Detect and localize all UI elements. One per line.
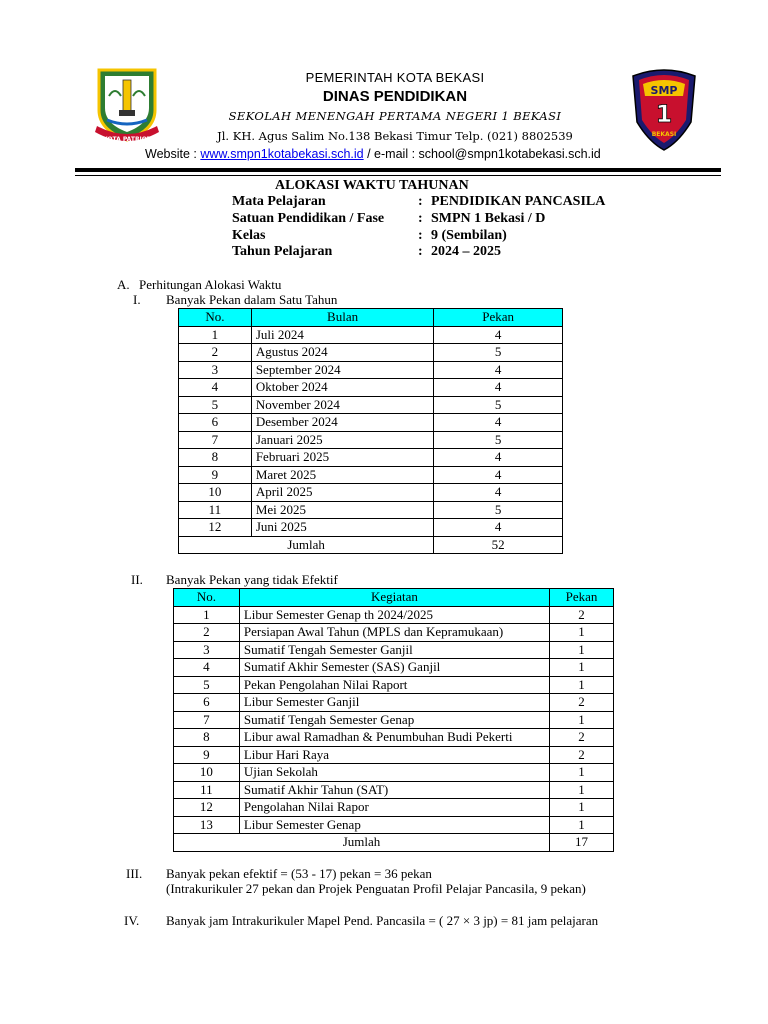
table-row xyxy=(179,344,563,362)
row-number: 10 xyxy=(179,484,252,502)
row-weeks: 1 xyxy=(550,816,614,834)
row-weeks: 1 xyxy=(550,641,614,659)
column-header: No. xyxy=(174,589,240,607)
logo-number-text: 1 xyxy=(655,100,673,128)
table-row xyxy=(179,501,563,519)
table-row xyxy=(179,396,563,414)
table-header-row xyxy=(179,309,563,327)
row-number: 5 xyxy=(174,676,240,694)
table-header-row xyxy=(174,589,614,607)
meta-sep: : xyxy=(418,228,423,243)
column-header: No. xyxy=(179,309,252,327)
meta-sep: : xyxy=(418,244,423,259)
row-label: Sumatif Tengah Semester Ganjil xyxy=(239,641,549,659)
part3-marker: III. xyxy=(126,866,143,881)
row-number: 8 xyxy=(174,729,240,747)
section-a-title: Perhitungan Alokasi Waktu xyxy=(139,277,282,292)
row-weeks: 1 xyxy=(550,764,614,782)
row-number: 1 xyxy=(174,606,240,624)
row-label: April 2025 xyxy=(251,484,434,502)
part1-title: Banyak Pekan dalam Satu Tahun xyxy=(166,292,338,307)
table-row xyxy=(174,659,614,677)
logo-motto-text: BEKASI xyxy=(651,131,677,138)
emblem-banner-text: KOTA PATRIOT xyxy=(102,136,152,143)
row-label: Sumatif Akhir Tahun (SAT) xyxy=(239,781,549,799)
table-row xyxy=(174,711,614,729)
website-label: Website : xyxy=(145,147,201,161)
department-name: DINAS PENDIDIKAN xyxy=(322,88,468,105)
part3-line2: (Intrakurikuler 27 pekan dan Projek Penguatan Profil Pelajar Pancasila, 9 pekan) xyxy=(166,881,586,896)
table-row xyxy=(174,606,614,624)
row-number: 4 xyxy=(174,659,240,677)
table-total-row xyxy=(174,834,614,852)
row-label: Libur Hari Raya xyxy=(239,746,549,764)
total-label: Jumlah xyxy=(179,536,434,554)
logo-smp-text: SMP xyxy=(650,84,678,97)
table-row xyxy=(174,816,614,834)
document-title: ALOKASI WAKTU TAHUNAN xyxy=(275,178,469,193)
row-label: Januari 2025 xyxy=(251,431,434,449)
row-weeks: 4 xyxy=(434,466,563,484)
table-row xyxy=(174,641,614,659)
row-number: 10 xyxy=(174,764,240,782)
total-label: Jumlah xyxy=(174,834,550,852)
table-row xyxy=(179,431,563,449)
row-number: 8 xyxy=(179,449,252,467)
meta-sep: : xyxy=(418,194,423,209)
row-weeks: 4 xyxy=(434,414,563,432)
row-number: 2 xyxy=(179,344,252,362)
part4-marker: IV. xyxy=(124,913,140,928)
row-weeks: 5 xyxy=(434,501,563,519)
row-weeks: 1 xyxy=(550,711,614,729)
row-label: Mei 2025 xyxy=(251,501,434,519)
row-weeks: 1 xyxy=(550,781,614,799)
row-number: 7 xyxy=(179,431,252,449)
row-number: 6 xyxy=(179,414,252,432)
row-label: Juli 2024 xyxy=(251,326,434,344)
part4-line1: Banyak jam Intrakurikuler Mapel Pend. Pancasila = ( 27 × 3 jp) = 81 jam pelajaran xyxy=(166,913,599,928)
row-label: Libur awal Ramadhan & Penumbuhan Budi Pekerti xyxy=(239,729,549,747)
row-number: 1 xyxy=(179,326,252,344)
meta-value: 9 (Sembilan) xyxy=(431,228,507,243)
meta-sep: : xyxy=(418,211,423,226)
row-label: Libur Semester Ganjil xyxy=(239,694,549,712)
row-number: 3 xyxy=(174,641,240,659)
row-number: 2 xyxy=(174,624,240,642)
column-header: Kegiatan xyxy=(239,589,549,607)
row-weeks: 2 xyxy=(550,606,614,624)
row-weeks: 4 xyxy=(434,361,563,379)
website-link[interactable]: www.smpn1kotabekasi.sch.id xyxy=(200,147,364,161)
row-label: Pekan Pengolahan Nilai Raport xyxy=(239,676,549,694)
total-value: 52 xyxy=(434,536,563,554)
row-weeks: 1 xyxy=(550,676,614,694)
table-row xyxy=(174,746,614,764)
row-label: Oktober 2024 xyxy=(251,379,434,397)
table-total-row xyxy=(179,536,563,554)
table-row xyxy=(179,361,563,379)
row-label: Sumatif Tengah Semester Genap xyxy=(239,711,549,729)
row-weeks: 1 xyxy=(550,659,614,677)
row-label: September 2024 xyxy=(251,361,434,379)
row-label: Februari 2025 xyxy=(251,449,434,467)
meta-key: Tahun Pelajaran xyxy=(232,244,333,259)
meta-value: SMPN 1 Bekasi / D xyxy=(431,211,546,226)
table-row xyxy=(174,781,614,799)
school-address: Jl. KH. Agus Salim No.138 Bekasi Timur Telp. (021) 8802539 xyxy=(217,129,573,143)
row-weeks: 4 xyxy=(434,379,563,397)
email-text: / e-mail : school@smpn1kotabekasi.sch.id xyxy=(363,147,601,161)
row-number: 9 xyxy=(174,746,240,764)
row-label: Libur Semester Genap xyxy=(239,816,549,834)
table-row xyxy=(179,414,563,432)
row-weeks: 2 xyxy=(550,746,614,764)
contact-line xyxy=(145,147,625,161)
row-weeks: 2 xyxy=(550,694,614,712)
meta-value: PENDIDIKAN PANCASILA xyxy=(431,194,606,209)
row-label: Sumatif Akhir Semester (SAS) Ganjil xyxy=(239,659,549,677)
row-weeks: 2 xyxy=(550,729,614,747)
part3-line1: Banyak pekan efektif = (53 - 17) pekan = 36 pekan xyxy=(166,866,432,881)
row-number: 6 xyxy=(174,694,240,712)
table-row xyxy=(179,449,563,467)
section-a-marker: A. xyxy=(117,277,130,292)
table-row xyxy=(179,519,563,537)
table-row xyxy=(179,484,563,502)
row-label: Maret 2025 xyxy=(251,466,434,484)
row-number: 12 xyxy=(179,519,252,537)
row-label: Juni 2025 xyxy=(251,519,434,537)
row-label: November 2024 xyxy=(251,396,434,414)
meta-value: 2024 – 2025 xyxy=(431,244,501,259)
row-number: 9 xyxy=(179,466,252,484)
part1-marker: I. xyxy=(133,292,141,307)
column-header: Pekan xyxy=(550,589,614,607)
table-row xyxy=(174,676,614,694)
meta-key: Satuan Pendidikan / Fase xyxy=(232,211,385,226)
table-row xyxy=(179,326,563,344)
row-number: 7 xyxy=(174,711,240,729)
row-label: Ujian Sekolah xyxy=(239,764,549,782)
school-name: SEKOLAH MENENGAH PERTAMA NEGERI 1 BEKASI xyxy=(228,109,562,123)
row-label: Persiapan Awal Tahun (MPLS dan Kepramukaan) xyxy=(239,624,549,642)
row-weeks: 4 xyxy=(434,326,563,344)
column-header: Bulan xyxy=(251,309,434,327)
non-effective-weeks-table xyxy=(173,588,614,852)
row-number: 11 xyxy=(174,781,240,799)
total-value: 17 xyxy=(550,834,614,852)
row-label: Desember 2024 xyxy=(251,414,434,432)
table-row xyxy=(174,624,614,642)
row-number: 3 xyxy=(179,361,252,379)
header-rule-thin xyxy=(75,175,721,176)
row-weeks: 4 xyxy=(434,484,563,502)
row-weeks: 5 xyxy=(434,344,563,362)
row-weeks: 4 xyxy=(434,519,563,537)
part2-marker: II. xyxy=(131,572,143,587)
row-weeks: 5 xyxy=(434,431,563,449)
table-row xyxy=(174,694,614,712)
table-row xyxy=(174,764,614,782)
row-weeks: 1 xyxy=(550,799,614,817)
table-row xyxy=(174,729,614,747)
row-label: Libur Semester Genap th 2024/2025 xyxy=(239,606,549,624)
header-rule-thick xyxy=(75,168,721,172)
row-number: 11 xyxy=(179,501,252,519)
row-number: 12 xyxy=(174,799,240,817)
table-row xyxy=(179,379,563,397)
row-weeks: 4 xyxy=(434,449,563,467)
meta-key: Mata Pelajaran xyxy=(232,194,326,209)
row-number: 13 xyxy=(174,816,240,834)
weeks-per-year-table xyxy=(178,308,563,554)
row-weeks: 1 xyxy=(550,624,614,642)
row-weeks: 5 xyxy=(434,396,563,414)
government-name: PEMERINTAH KOTA BEKASI xyxy=(305,70,485,85)
row-number: 4 xyxy=(179,379,252,397)
row-number: 5 xyxy=(179,396,252,414)
part2-title: Banyak Pekan yang tidak Efektif xyxy=(166,572,338,587)
row-label: Agustus 2024 xyxy=(251,344,434,362)
table-row xyxy=(174,799,614,817)
column-header: Pekan xyxy=(434,309,563,327)
row-label: Pengolahan Nilai Rapor xyxy=(239,799,549,817)
table-row xyxy=(179,466,563,484)
meta-key: Kelas xyxy=(232,228,266,243)
